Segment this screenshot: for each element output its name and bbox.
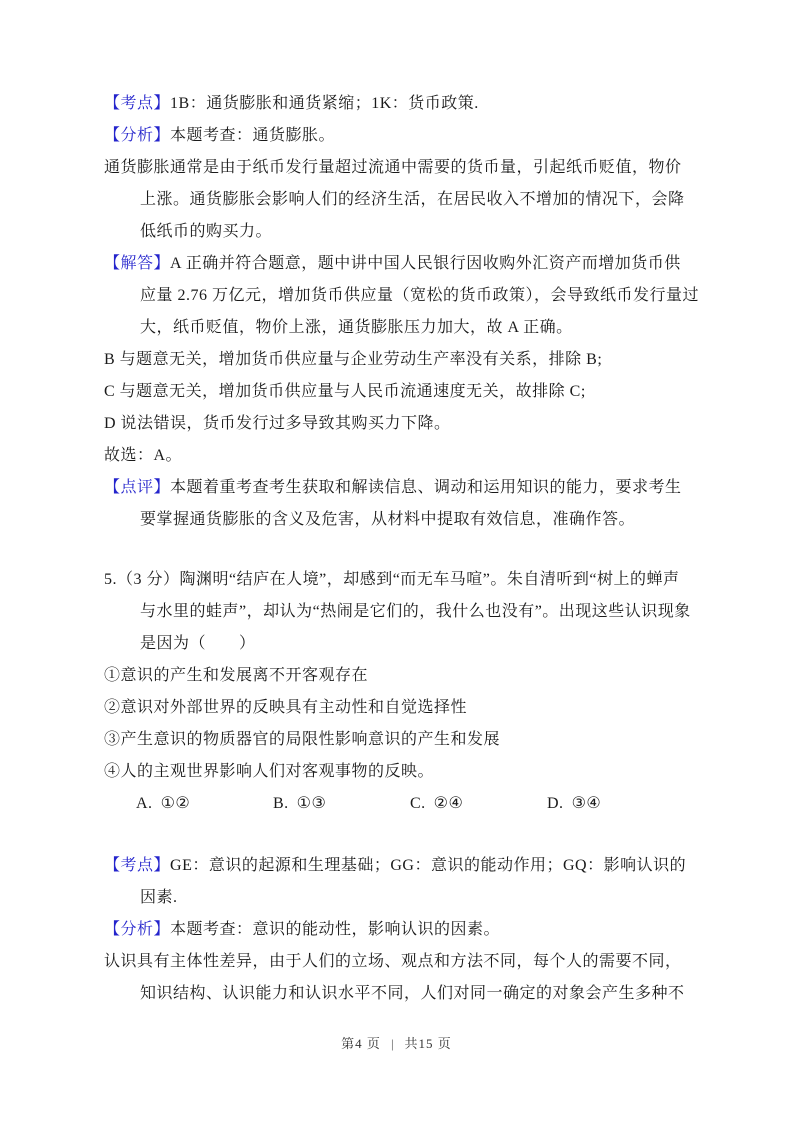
q4-option-c-line: C 与题意无关，增加货币供应量与人民币流通速度无关，故排除 C; [104,383,586,400]
q5-kaodian-line [104,850,700,882]
option-value: ③④ [571,795,602,812]
section-gap [104,536,700,564]
q5-analysis-line: 认识具有主体性差异，由于人们的立场、观点和方法不同，每个人的需要不同， [104,953,682,970]
q4-jieda-line [104,248,700,280]
dianping-text: 本题着重考查考生获取和解读信息、调动和运用知识的能力，要求考生 [170,479,682,496]
fenxi-text: 本题考查：通货膨胀。 [170,127,336,144]
q5-option-c [410,788,547,820]
q4-analysis-line: 上涨。通货膨胀会影响人们的经济生活，在居民收入不增加的情况下，会降 [140,191,685,208]
q5-kaodian-line: 因素. [140,889,178,906]
dianping-tag: 【点评】 [104,479,171,496]
option-value: ①③ [296,795,327,812]
footer-page-number: 第4 页 [341,1036,381,1051]
q4-dianping-line [104,472,700,504]
jieda-tag: 【解答】 [104,255,171,272]
q5-option-b [273,788,410,820]
q5-stem-line: 与水里的蛙声”，却认为“热闹是它们的，我什么也没有”。出现这些认识现象 [140,603,691,620]
option-key: A. [136,795,153,812]
page-footer [0,1034,793,1054]
q4-jieda-line: 应量 2.76 万亿元，增加货币供应量（宽松的货币政策），会导致纸币发行量过 [140,287,700,304]
option-key: D. [547,795,564,812]
fenxi-tag: 【分析】 [104,127,171,144]
q5-stem-line: 5.（3 分）陶渊明“结庐在人境”，却感到“而无车马喧”。朱自清听到“树上的蝉声 [104,571,680,588]
option-value: ①② [160,795,191,812]
fenxi-text: 本题考查：意识的能动性，影响认识的因素。 [170,921,501,938]
kaodian-tag: 【考点】 [104,857,171,874]
q5-option-a [136,788,273,820]
jieda-text: A 正确并符合题意，题中讲中国人民银行因收购外汇资产而增加货币供 [170,255,681,272]
q5-analysis-line: 知识结构、认识能力和认识水平不同，人们对同一确定的对象会产生多种不 [140,985,685,1002]
q5-fenxi-line [104,914,700,946]
q4-fenxi-line [104,120,700,152]
q5-options-row [104,788,700,820]
q5-option-d [547,788,601,820]
q5-statement-4: ④人的主观世界影响人们对客观事物的反映。 [104,763,435,780]
q4-analysis-line: 低纸币的购买力。 [140,223,273,240]
q5-statement-1: ①意识的产生和发展离不开客观存在 [104,667,369,684]
page-content [104,88,700,1010]
kaodian-text: 1B：通货膨胀和通货紧缩；1K：货币政策. [170,95,479,112]
q5-stem-line: 是因为（ ） [140,635,256,652]
footer-total-pages: 共15 页 [404,1036,452,1051]
q4-conclusion-line: 故选：A。 [104,447,183,464]
footer-separator: | [390,1036,395,1051]
q4-option-d-line: D 说法错误，货币发行过多导致其购买力下降。 [104,415,451,432]
section-gap [104,820,700,850]
kaodian-tag: 【考点】 [104,95,171,112]
q5-statement-2: ②意识对外部世界的反映具有主动性和自觉选择性 [104,699,468,716]
q4-jieda-line: 大，纸币贬值，物价上涨，通货膨胀压力加大，故 A 正确。 [140,319,573,336]
kaodian-text: GE：意识的起源和生理基础；GG：意识的能动作用；GQ：影响认识的 [170,857,687,874]
q4-kaodian-line [104,88,700,120]
q4-dianping-line: 要掌握通货膨胀的含义及危害，从材料中提取有效信息，准确作答。 [140,511,636,528]
option-key: B. [273,795,289,812]
q5-statement-3: ③产生意识的物质器官的局限性影响意识的产生和发展 [104,731,501,748]
option-key: C. [410,795,426,812]
q4-option-b-line: B 与题意无关，增加货币供应量与企业劳动生产率没有关系，排除 B; [104,351,603,368]
q4-analysis-line: 通货膨胀通常是由于纸币发行量超过流通中需要的货币量，引起纸币贬值，物价 [104,159,682,176]
fenxi-tag: 【分析】 [104,921,171,938]
option-value: ②④ [433,795,464,812]
